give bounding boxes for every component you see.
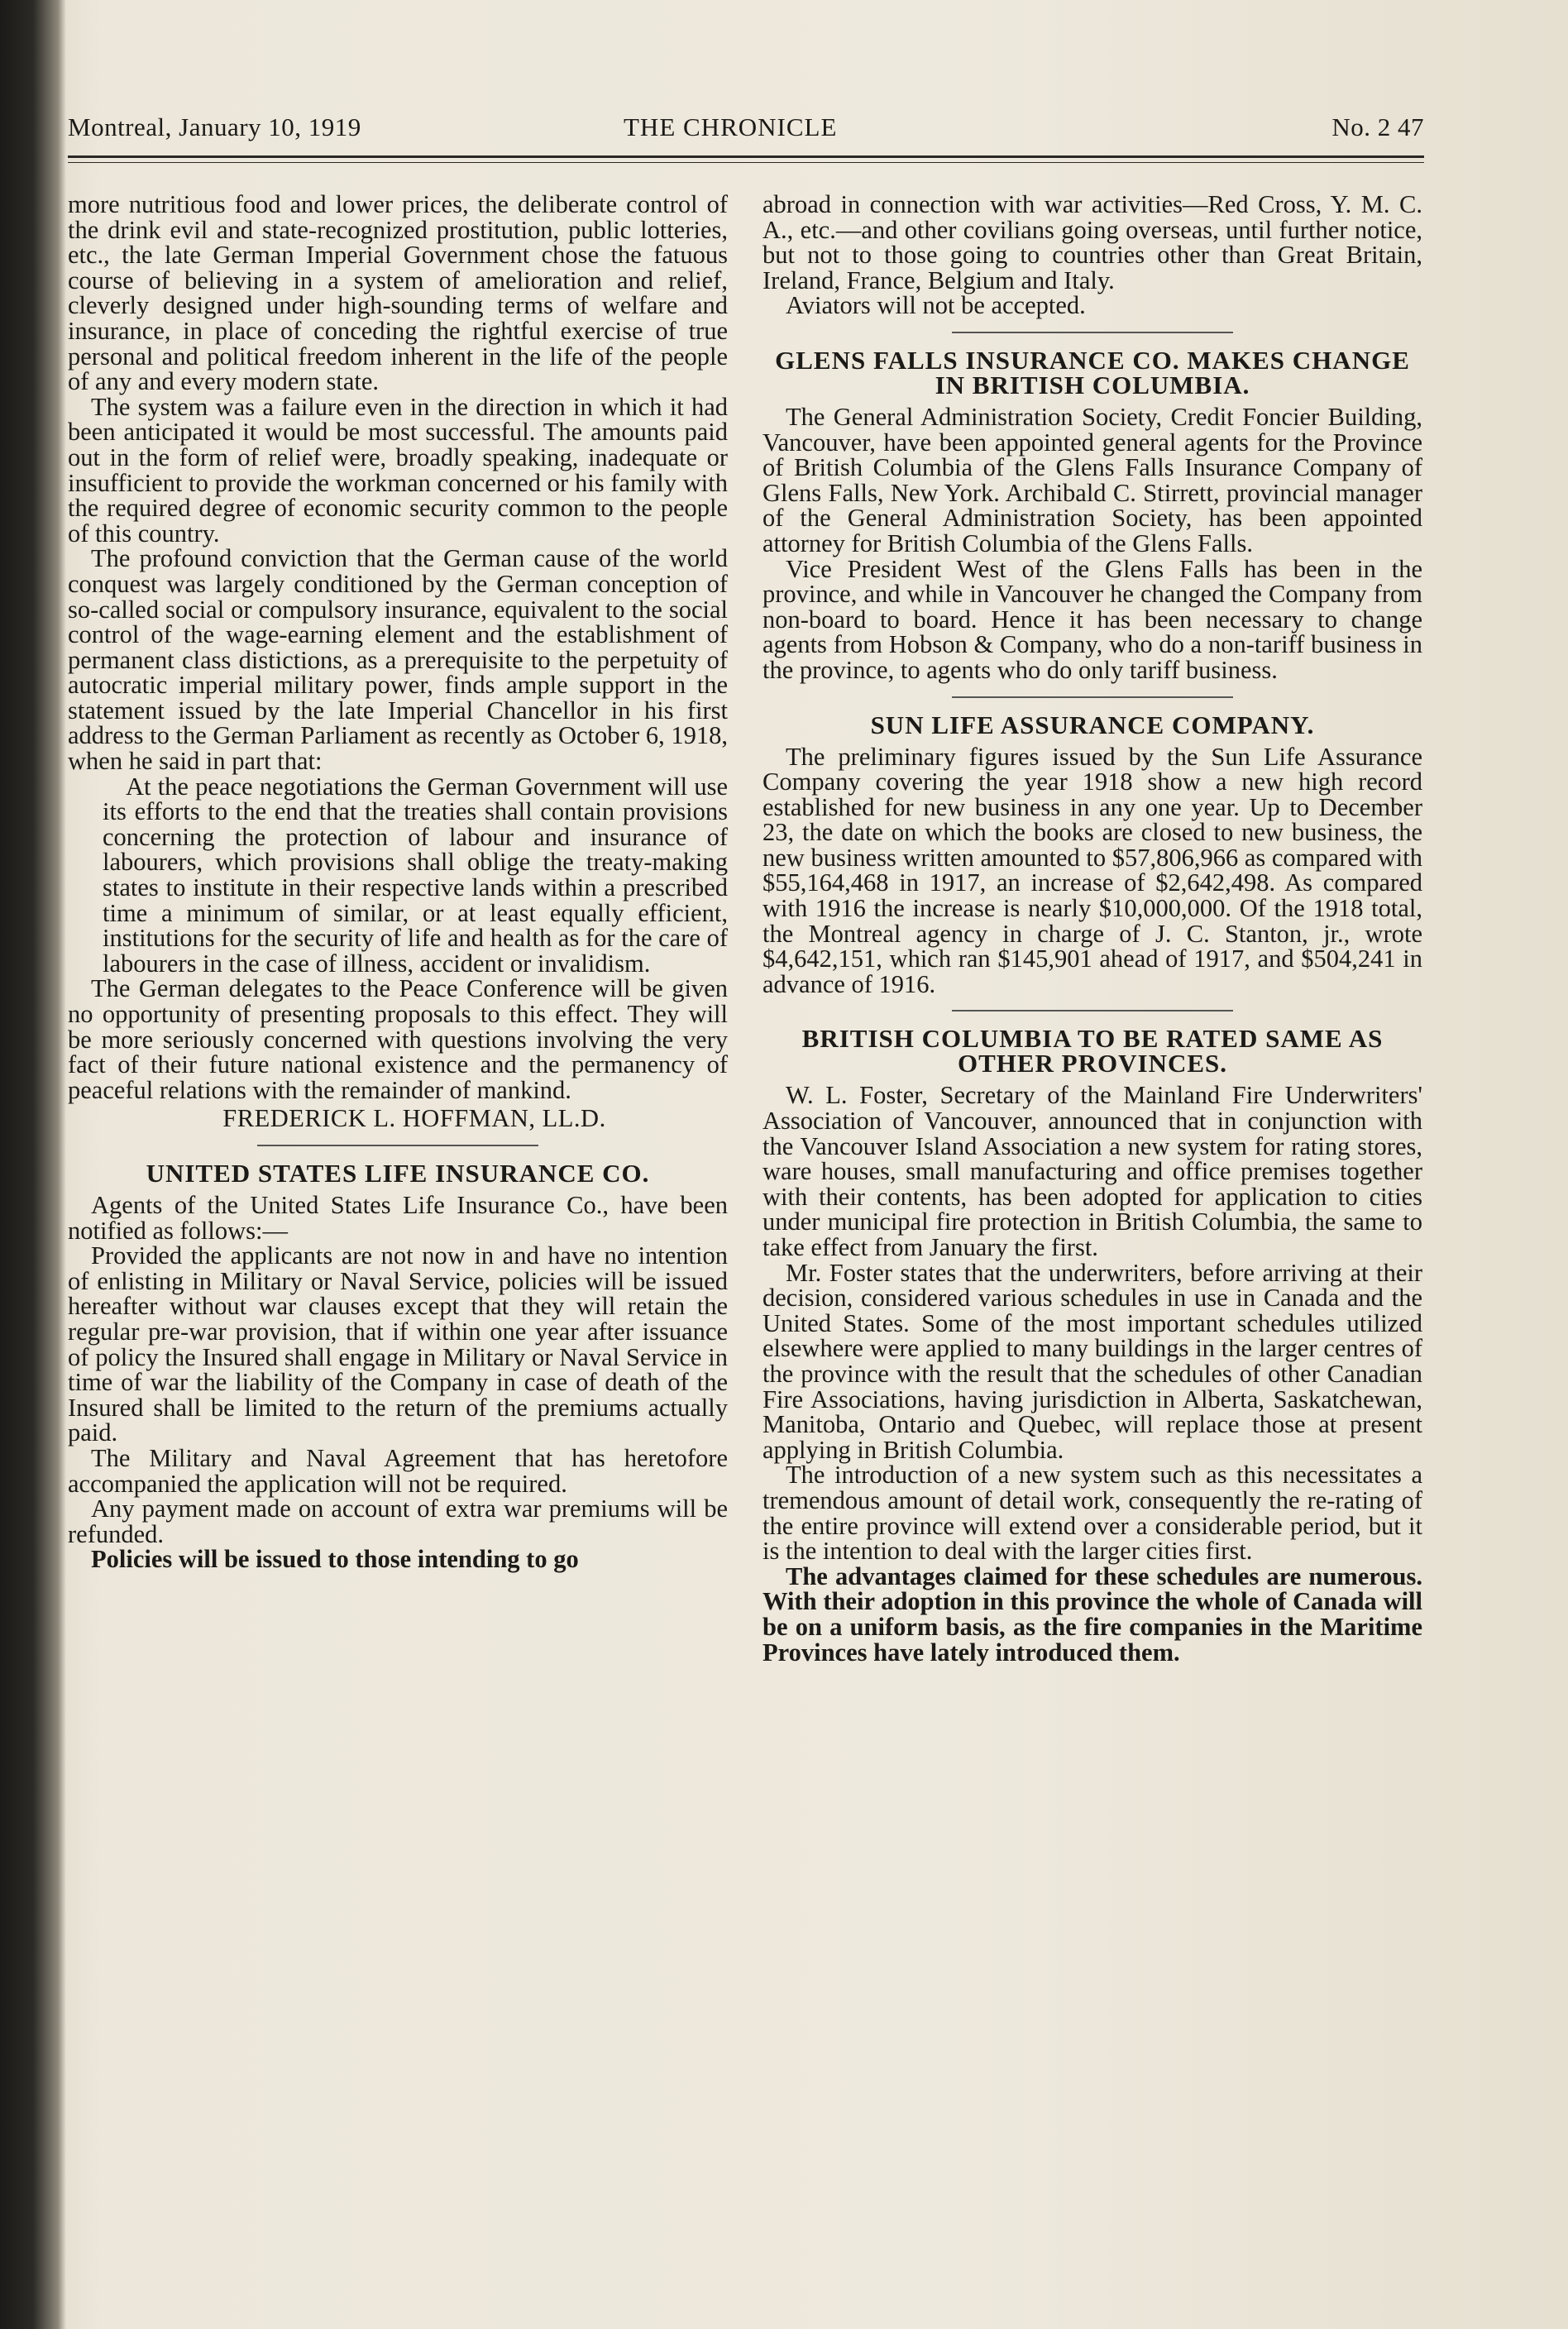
article-paragraph: Any payment made on account of extra war premiums will be refunded. [68, 1494, 728, 1548]
binding-shadow [0, 0, 66, 2329]
article-paragraph: The system was a failure even in the direction in which it had been anticipated it would be most successful. The amounts paid out in the form of relief were, broadly speaking, inadequate or insufficient to provide the workman concerned or his family with the required degree of economic security common to the people of this country. [68, 392, 728, 548]
article-paragraph: Agents of the United States Life Insurance Co., have been notified as follows:— [68, 1190, 728, 1245]
separator-rule [952, 696, 1233, 698]
right-column [762, 192, 1422, 1665]
header-page-number: No. 2 47 [1331, 112, 1424, 141]
article-paragraph: Provided the applicants are not now in and have no intention of enlisting in Military or Naval Service, policies will be issued hereafter without war clauses except that they will retain the regular pre-war provision, that if within one year after issuance of policy the Insured shall engage in Military or Naval Service in time of war the liability of the Company in case of death of the Insured shall be limited to the return of the premiums actually paid. [68, 1241, 728, 1447]
separator-rule [952, 1010, 1233, 1011]
article-paragraph: The Military and Naval Agreement that has heretofore accompanied the application will not be required. [68, 1443, 728, 1498]
section-heading-glens-falls: GLENS FALLS INSURANCE CO. MAKES CHANGE IN BRITISH COLUMBIA. [775, 345, 1410, 399]
left-column [68, 192, 728, 1572]
section-heading-us-life: UNITED STATES LIFE INSURANCE CO. [146, 1158, 650, 1188]
article-paragraph: The preliminary figures issued by the Sun Life Assurance Company covering the year 1918 show a new high record established for new business in any one year. Up to December 23, the date on which the books are closed to new business, the new business written amounted to $57,806,966 as compared with $55,164,468 in 1917, an increase of $2,642,498. As compared with 1916 the increase is nearly $10,000,000. Of the 1918 total, the Montreal agency in charge of J. C. Stanton, jr., wrote $4,642,151, which ran $145,901 ahead of 1917, and $504,241 in advance of 1916. [762, 742, 1422, 998]
article-paragraph: W. L. Foster, Secretary of the Mainland Fire Underwriters' Association of Vancouver, announced that in conjunction with the Vancouver Island Association a new system for rating stores, ware houses, small manufacturing and office premises together with their contents, has been adopted for application to cities under municipal fire protection in British Columbia, the same to take effect from January the first. [762, 1081, 1422, 1261]
header-dateline: Montreal, January 10, 1919 [68, 112, 361, 141]
article-paragraph: Vice President West of the Glens Falls has been in the province, and while in Vancouver he changed the Company from non-board to board. Hence it has been necessary to change agents from Hobson & Company, who do a non-tariff business in the province, to agents who do only tariff business. [762, 554, 1422, 684]
section-heading-british-columbia: BRITISH COLUMBIA TO BE RATED SAME AS OTHER PROVINCES. [801, 1024, 1384, 1078]
article-paragraph: The introduction of a new system such as this necessitates a tremendous amount of detail work, consequently the re-rating of the entire province will extend over a considerable period, but it is the intention to deal with the larger cities first. [762, 1461, 1422, 1566]
article-paragraph: abroad in connection with war activities—Red Cross, Y. M. C. A., etc.—and other covilians going overseas, until further notice, but not to those going to countries other than Great Britain, Ireland, France, Belgium and Italy. [762, 190, 1422, 294]
article-paragraph: more nutritious food and lower prices, the deliberate control of the drink evil and state-recognized prostitution, public lotteries, etc., the late German Imperial Government chose the fatuous course of believing in a system of amelioration and relief, cleverly designed under high-sounding terms of welfare and insurance, in place of conceding the rightful exercise of true personal and political freedom inherent in the life of the people of any and every modern state. [68, 190, 728, 396]
article-paragraph: Policies will be issued to those intending to go [91, 1545, 579, 1574]
separator-rule [257, 1145, 538, 1146]
article-paragraph: The profound conviction that the German cause of the world conquest was largely conditioned by the German conception of so-called social or compulsory insurance, equivalent to the social control of the wage-earning element and the establishment of permanent class distictions, as a prerequisite to the perpetuity of autocratic imperial military power, finds ample support in the statement issued by the late Imperial Chancellor in his first address to the German Parliament as recently as October 6, 1918, when he said in part that: [68, 544, 728, 776]
article-paragraph: Aviators will not be accepted. [786, 291, 1086, 320]
header-rule-top [68, 155, 1424, 158]
article-signature: FREDERICK L. HOFFMAN, LL.D. [222, 1104, 606, 1133]
section-heading-sun-life: SUN LIFE ASSURANCE COMPANY. [870, 710, 1315, 739]
page-header [68, 109, 1424, 149]
chancellor-quote: At the peace negotiations the German Government will use its efforts to the end that the treaties shall contain provisions concerning the protection of labour and insurance of labourers, which provisions shall oblige the treaty-making states to institute in their respective lands within a prescribed time a minimum of similar, or at least equally efficient, institutions for the security of life and health as for the care of labourers in the case of illness, accident or invalidism. [103, 772, 728, 978]
article-paragraph: The German delegates to the Peace Conference will be given no opportunity of presenting proposals to this effect. They will be more seriously concerned with questions involving the very fact of their future national existence and the permanency of peaceful relations with the remainder of mankind. [68, 974, 728, 1104]
article-paragraph: The advantages claimed for these schedules are numerous. With their adoption in this province the whole of Canada will be on a uniform basis, as the fire companies in the Maritime Provinces have lately introduced them. [762, 1561, 1422, 1667]
separator-rule [952, 332, 1233, 333]
header-rule-bottom [68, 162, 1424, 163]
article-paragraph: The General Administration Society, Credit Foncier Building, Vancouver, have been appointed general agents for the Province of British Columbia of the Glens Falls Insurance Company of Glens Falls, New York. Archibald C. Stirrett, provincial manager of the General Administration Society, has been appointed attorney for British Columbia of the Glens Falls. [762, 402, 1422, 557]
article-paragraph: Mr. Foster states that the underwriters, before arriving at their decision, considered various schedules in use in Canada and the United States. Some of the most important schedules utilized elsewhere were applied to many buildings in the larger centres of the province with the result that the schedules of other Canadian Fire Associations, having jurisdiction in Alberta, Saskatchewan, Manitoba, Ontario and Quebec, will replace those at present applying in British Columbia. [762, 1258, 1422, 1464]
header-title: THE CHRONICLE [624, 112, 838, 141]
